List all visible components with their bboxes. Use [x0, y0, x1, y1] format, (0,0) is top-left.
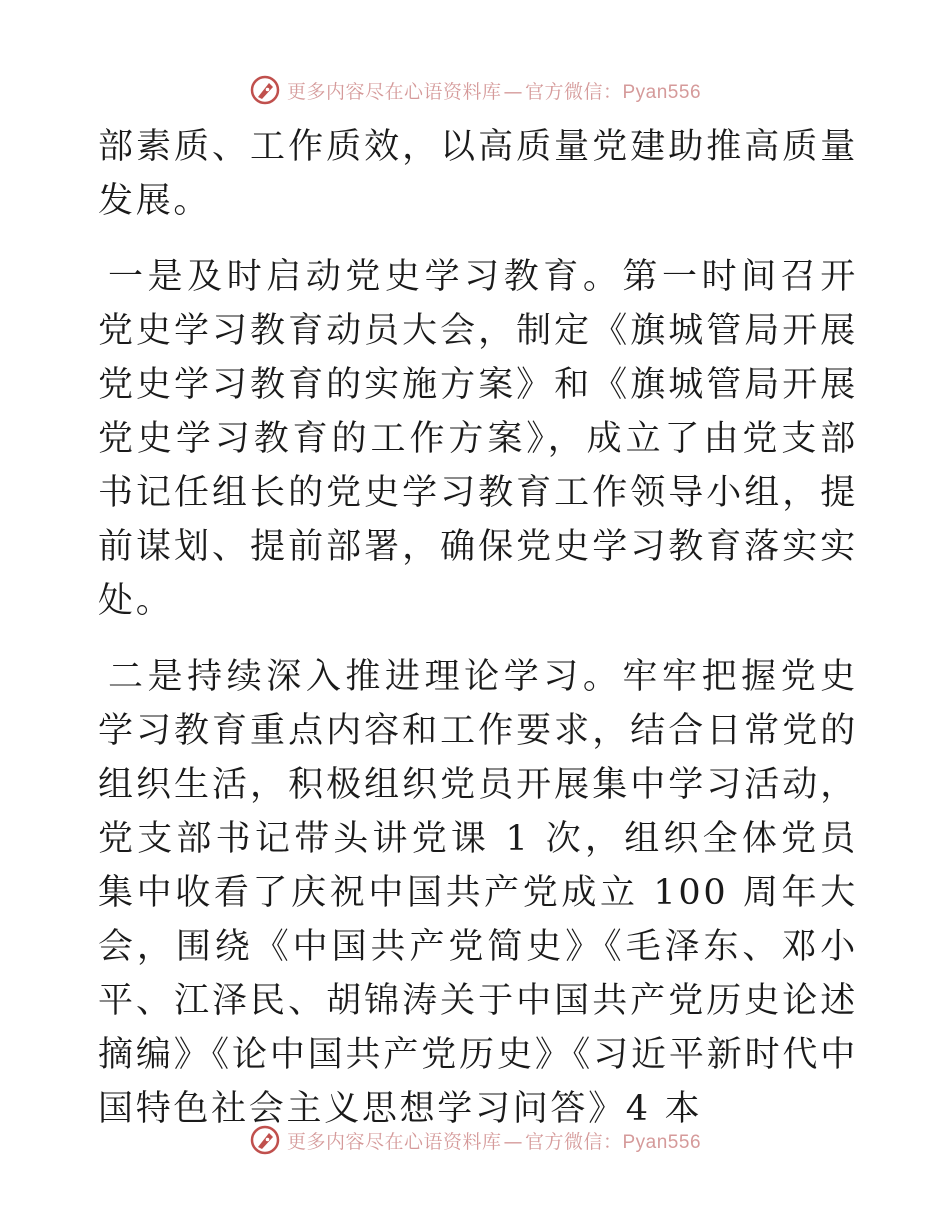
footer-watermark — [0, 1120, 950, 1160]
document-body — [98, 120, 858, 1136]
paragraph-theory-study: 二是持续深入推进理论学习。牢牢把握党史学习教育重点内容和工作要求，结合日常党的组织生活，积极组织党员开展集中学习活动，党支部书记带头讲党课 1 次，组织全体党员集中收看了庆祝中国共产党成立 100 周年大会，围绕《中国共产党简史》《毛泽东、邓小平、江泽民、胡锦涛关于中国共产党历史论述摘编》《论中国共产党历史》《习近平新时代中国特色社会主义思想学习问答》4 本 — [98, 657, 858, 1129]
watermark-wechat-label: 官方微信： — [524, 80, 623, 103]
pen-nib-circle-icon — [249, 74, 281, 106]
header-watermark — [0, 70, 950, 110]
watermark-separator: — — [503, 1130, 523, 1153]
watermark-wechat-id: Pyan556 — [622, 1131, 702, 1153]
paragraph-continuation: 部素质、工作质效，以高质量党建助推高质量发展。 — [98, 127, 858, 221]
paragraph-party-history-education: 一是及时启动党史学习教育。第一时间召开党史学习教育动员大会，制定《旗城管局开展党史学习教育的实施方案》和《旗城管局开展党史学习教育的工作方案》，成立了由党支部书记任组长的党史学习教育工作领导小组，提前谋划、提前部署，确保党史学习教育落实实处。 — [98, 257, 858, 621]
watermark-separator: — — [503, 80, 523, 103]
watermark-wechat-id: Pyan556 — [622, 81, 702, 103]
watermark-site-text: 更多内容尽在心语资料库 — [286, 1130, 502, 1153]
pen-nib-circle-icon — [249, 1124, 281, 1156]
watermark-wechat-label: 官方微信： — [524, 1130, 623, 1153]
watermark-site-text: 更多内容尽在心语资料库 — [286, 80, 502, 103]
